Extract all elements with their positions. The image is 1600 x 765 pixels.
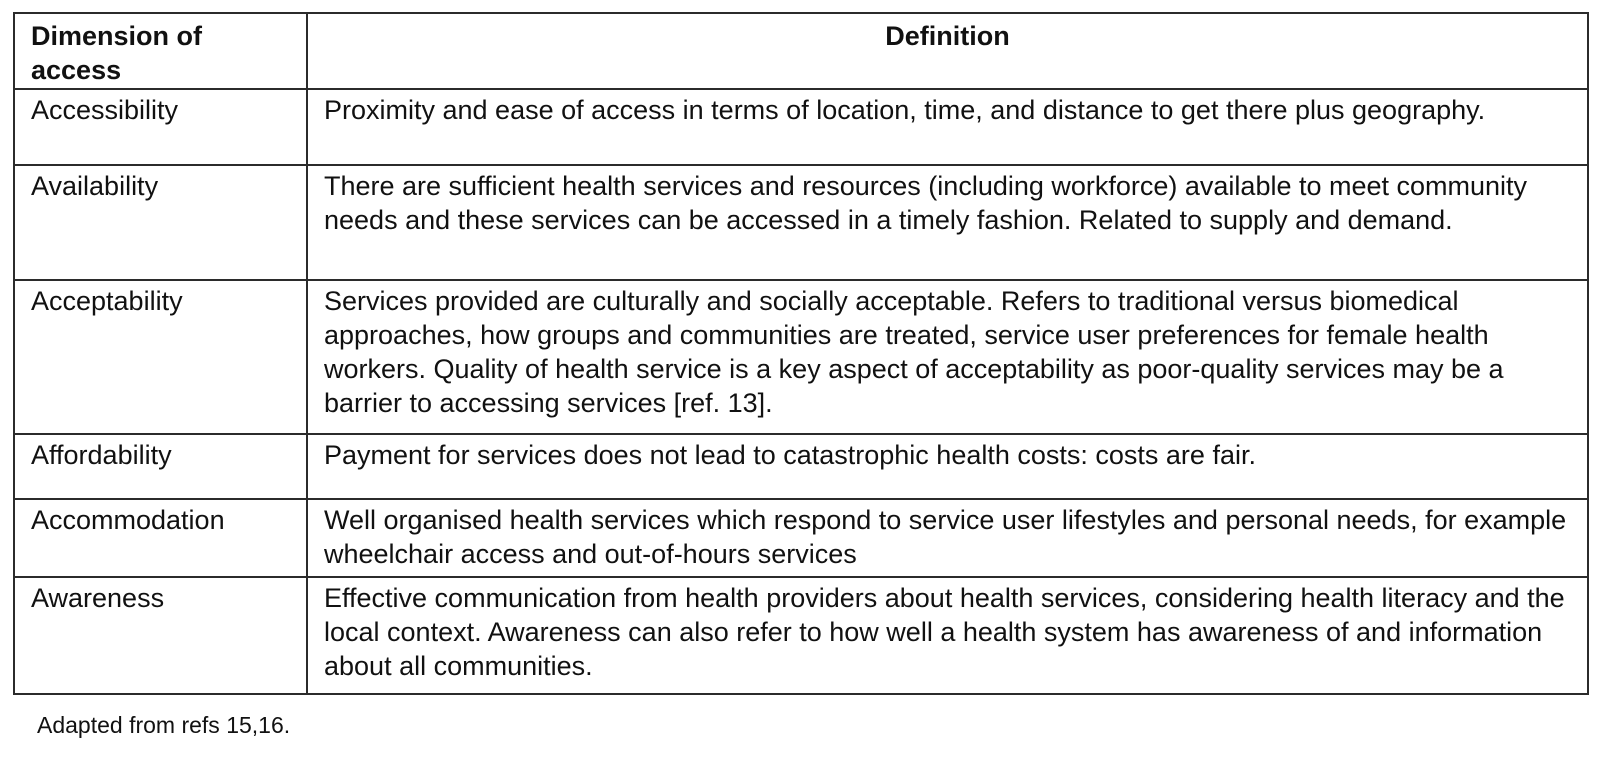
definition-cell: Services provided are culturally and socially acceptable. Refers to traditional versus biomedical approaches, how groups and communities are treated, service user preferences for female health workers. Quality of health service is a key aspect of acceptability as poor-quality services may be a barrier to accessing services [ref. 13]. bbox=[307, 280, 1588, 434]
dimension-cell: Availability bbox=[14, 165, 307, 280]
table-row bbox=[14, 280, 1588, 434]
header-definition: Definition bbox=[307, 13, 1588, 89]
table-row bbox=[14, 165, 1588, 280]
dimension-cell: Acceptability bbox=[14, 280, 307, 434]
table-row bbox=[14, 577, 1588, 694]
definition-cell: Well organised health services which respond to service user lifestyles and personal needs, for example wheelchair access and out-of-hours services bbox=[307, 499, 1588, 577]
dimension-cell: Affordability bbox=[14, 434, 307, 499]
access-dimensions-table bbox=[13, 12, 1589, 695]
dimension-cell: Accommodation bbox=[14, 499, 307, 577]
access-dimensions-table-container bbox=[13, 12, 1587, 695]
table-row bbox=[14, 434, 1588, 499]
dimension-cell: Awareness bbox=[14, 577, 307, 694]
source-note: Adapted from refs 15,16. bbox=[37, 712, 291, 738]
table-header-row bbox=[14, 13, 1588, 89]
dimension-cell: Accessibility bbox=[14, 89, 307, 165]
definition-cell: Proximity and ease of access in terms of location, time, and distance to get there plus geography. bbox=[307, 89, 1588, 165]
header-dimension: Dimension of access bbox=[14, 13, 307, 89]
definition-cell: Effective communication from health providers about health services, considering health literacy and the local context. Awareness can also refer to how well a health system has awareness of and information about all communities. bbox=[307, 577, 1588, 694]
table-row bbox=[14, 499, 1588, 577]
table-row bbox=[14, 89, 1588, 165]
definition-cell: Payment for services does not lead to catastrophic health costs: costs are fair. bbox=[307, 434, 1588, 499]
definition-cell: There are sufficient health services and resources (including workforce) available to meet community needs and these services can be accessed in a timely fashion. Related to supply and demand. bbox=[307, 165, 1588, 280]
